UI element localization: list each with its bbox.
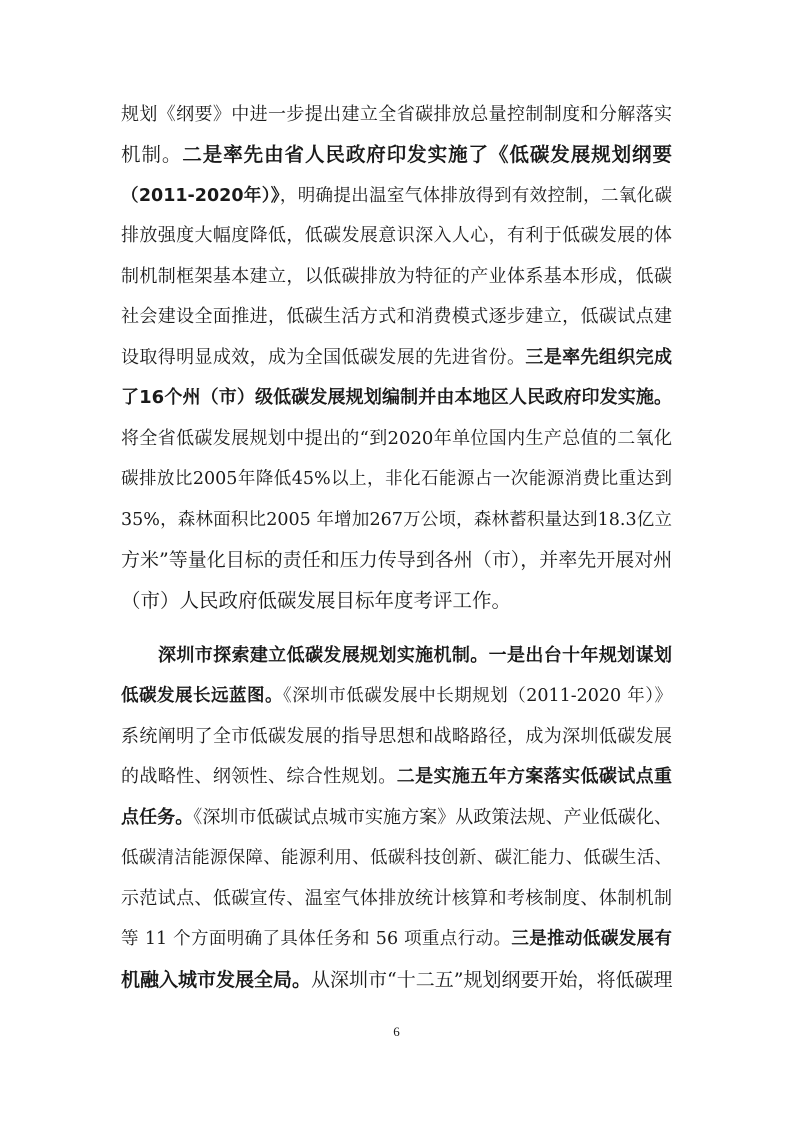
text-span: 《深圳市低碳发展中长期规划（2011-2020 年）》	[282, 686, 673, 706]
bold-text-span: 了16个州（市）级低碳发展规划编制并由本地区人民政府印发实施。	[121, 387, 672, 408]
text-line	[121, 103, 672, 127]
text-line	[121, 305, 672, 329]
text-line	[121, 887, 672, 911]
text-line	[121, 927, 672, 951]
text-line	[158, 644, 672, 668]
text-span: 示范试点、低碳宣传、温室气体排放统计核算和考核制度、体制机制	[121, 888, 672, 909]
text-span: 35%，森林面积比2005 年增加267万公顷，森林蓄积量达到18.3亿立	[121, 510, 672, 530]
text-line	[121, 968, 672, 992]
bold-text-span: 三是推动低碳发展有	[511, 929, 672, 949]
bold-text-span: 二是率先由省人民政府印发实施了《低碳发展规划纲要	[182, 143, 672, 166]
text-line	[121, 467, 672, 491]
bold-text-span: 低碳发展长远蓝图。	[121, 686, 283, 706]
text-span: ，明确提出温室气体排放得到有效控制，二氧化碳	[279, 186, 672, 206]
text-line	[121, 846, 672, 870]
text-span: 的战略性、纲领性、综合性规划。	[121, 766, 397, 787]
text-span: 社会建设全面推进，低碳生活方式和消费模式逐步建立，低碳试点建	[121, 306, 672, 327]
text-span: 设取得明显成效，成为全国低碳发展的先进省份。	[121, 347, 526, 368]
text-line	[121, 346, 672, 370]
text-span: 《深圳市低碳试点城市实施方案》从政策法规、产业低碳化、	[193, 807, 673, 828]
text-span: （市）人民政府低碳发展目标年度考评工作。	[121, 589, 512, 612]
bold-text-span: 深圳市探索建立低碳发展规划实施机制。一是出台十年规划谋划	[158, 645, 672, 666]
text-span: 将全省低碳发展规划中提出的“到2020年单位国内生产总值的二氧化	[121, 428, 672, 449]
bold-text-span: 机融入城市发展全局。	[121, 969, 312, 991]
text-span: 制机制框架基本建立，以低碳排放为特征的产业体系基本形成，低碳	[121, 266, 672, 287]
text-line	[121, 806, 672, 830]
text-line	[121, 589, 672, 613]
text-span: 规划《纲要》中进一步提出建立全省碳排放总量控制制度和分解落实	[121, 104, 672, 125]
text-line	[121, 548, 672, 572]
text-span: 机制。	[121, 143, 183, 166]
text-span: 方米”等量化目标的责任和压力传导到各州（市），并率先开展对州	[121, 549, 673, 571]
bold-text-span: 三是率先组织完成	[525, 347, 672, 368]
text-line	[121, 508, 672, 532]
text-line	[121, 265, 672, 289]
text-line	[121, 765, 672, 789]
bold-text-span: 二是实施五年方案落实低碳试点重	[396, 766, 673, 787]
text-span: 系统阐明了全市低碳发展的指导思想和战略路径，成为深圳低碳发展	[121, 726, 672, 747]
page-number: 6	[393, 1024, 400, 1039]
text-line	[121, 427, 672, 451]
text-span: 排放强度大幅度降低，低碳发展意识深入人心，有利于低碳发展的体	[121, 225, 672, 246]
text-span: 从深圳市“十二五”规划纲要开始，将低碳理	[311, 969, 673, 991]
text-line	[121, 143, 672, 167]
text-line	[121, 725, 672, 749]
text-span: 等 11 个方面明确了具体任务和 56 项重点行动。	[121, 929, 512, 949]
text-line	[121, 224, 672, 248]
bold-text-span: 点任务。	[121, 807, 194, 828]
text-line	[121, 684, 672, 708]
text-span: 低碳清洁能源保障、能源利用、低碳科技创新、碳汇能力、低碳生活、	[121, 848, 672, 868]
bold-text-span: （2011-2020年）》	[121, 186, 280, 206]
text-span: 碳排放比2005年降低45%以上，非化石能源占一次能源消费比重达到	[121, 469, 672, 489]
text-line	[121, 386, 672, 410]
text-line	[121, 184, 672, 208]
